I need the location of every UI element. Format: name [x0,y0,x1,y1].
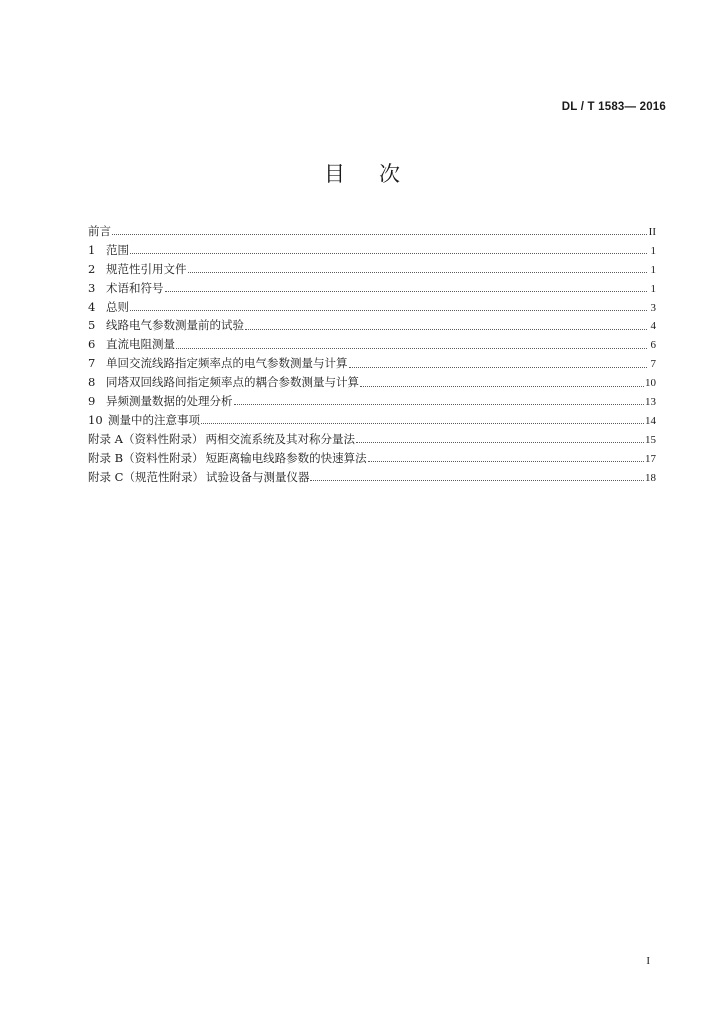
toc-entry-label: 异频测量数据的处理分析 [106,394,233,409]
toc-entry-label: 前言 [88,224,111,238]
toc-entry-number: 8 [88,375,96,390]
toc-entry-number: 6 [88,337,96,352]
toc-entry-number: 5 [88,318,96,333]
toc-entry-appendix-a[interactable] [88,430,656,449]
toc-entry-6[interactable] [88,335,656,354]
toc-entry-appendix-b[interactable] [88,449,656,468]
toc-entry-label: 规范性引用文件 [106,261,187,276]
toc-entry-page: 1 [650,244,656,257]
toc-entry-8[interactable] [88,373,656,392]
toc-entry-page: 6 [650,339,656,352]
toc-entry-label: 同塔双回线路间指定频率点的耦合参数测量与计算 [106,375,359,390]
toc-leader-dots [188,271,648,273]
toc-entry-label: 试验设备与测量仪器 [205,469,310,484]
toc-list [88,222,656,486]
toc-entry-number: 10 [88,412,103,427]
toc-entry-label: 测量中的注意事项 [108,412,200,427]
toc-leader-dots [130,252,647,254]
toc-leader-dots [360,385,644,387]
toc-entry-2[interactable] [88,260,656,279]
toc-leader-dots [349,366,648,368]
toc-entry-page: 13 [645,396,656,409]
toc-leader-dots [368,460,644,462]
page-number: I [646,955,650,967]
toc-entry-label: 线路电气参数测量前的试验 [106,318,244,333]
toc-entry-10[interactable] [88,411,656,430]
toc-title-char-1: 目 [324,162,345,186]
toc-entry-label: 总则 [106,299,129,314]
toc-entry-page: 1 [650,282,656,295]
toc-entry-label: 单回交流线路指定频率点的电气参数测量与计算 [106,356,348,371]
toc-entry-7[interactable] [88,354,656,373]
toc-entry-foreword[interactable] [88,222,656,241]
toc-entry-page: 18 [645,471,656,484]
toc-entry-3[interactable] [88,279,656,298]
toc-leader-dots [234,403,645,405]
toc-entry-page: 15 [645,433,656,446]
toc-entry-page: 14 [645,414,656,427]
toc-entry-number: 2 [88,261,96,276]
toc-entry-5[interactable] [88,316,656,335]
toc-entry-number: 1 [88,242,96,257]
toc-title [0,158,724,188]
toc-entry-page: 10 [645,377,656,390]
toc-leader-dots [201,422,644,424]
document-code: DL / T 1583— 2016 [561,101,666,113]
toc-leader-dots [130,309,647,311]
toc-leader-dots [176,347,647,349]
toc-leader-dots [112,233,647,235]
toc-entry-appendix-c[interactable] [88,468,656,487]
toc-entry-page: 17 [645,452,656,465]
toc-entry-number: 4 [88,299,96,314]
toc-entry-label: 范围 [106,242,129,257]
toc-entry-number: 9 [88,394,96,409]
toc-leader-dots [245,328,647,330]
toc-entry-number: 附录 A（资料性附录） [88,431,204,446]
toc-entry-label: 短距离输电线路参数的快速算法 [205,450,367,465]
toc-entry-label: 直流电阻测量 [106,337,175,352]
toc-entry-9[interactable] [88,392,656,411]
toc-entry-page: 7 [650,358,656,371]
toc-entry-label: 术语和符号 [106,280,164,295]
toc-entry-number: 附录 B（资料性附录） [88,450,204,465]
toc-entry-page: 3 [650,301,656,314]
toc-leader-dots [310,479,644,481]
toc-entry-page: II [648,226,656,238]
toc-entry-page: 1 [650,263,656,276]
toc-entry-number: 附录 C（规范性附录） [88,469,204,484]
toc-title-char-2: 次 [379,162,400,186]
toc-entry-page: 4 [650,320,656,333]
toc-entry-label: 两相交流系统及其对称分量法 [205,431,355,446]
toc-entry-1[interactable] [88,241,656,260]
toc-leader-dots [356,441,644,443]
toc-leader-dots [165,290,648,292]
toc-entry-4[interactable] [88,298,656,317]
toc-entry-number: 3 [88,280,96,295]
toc-entry-number: 7 [88,356,96,371]
